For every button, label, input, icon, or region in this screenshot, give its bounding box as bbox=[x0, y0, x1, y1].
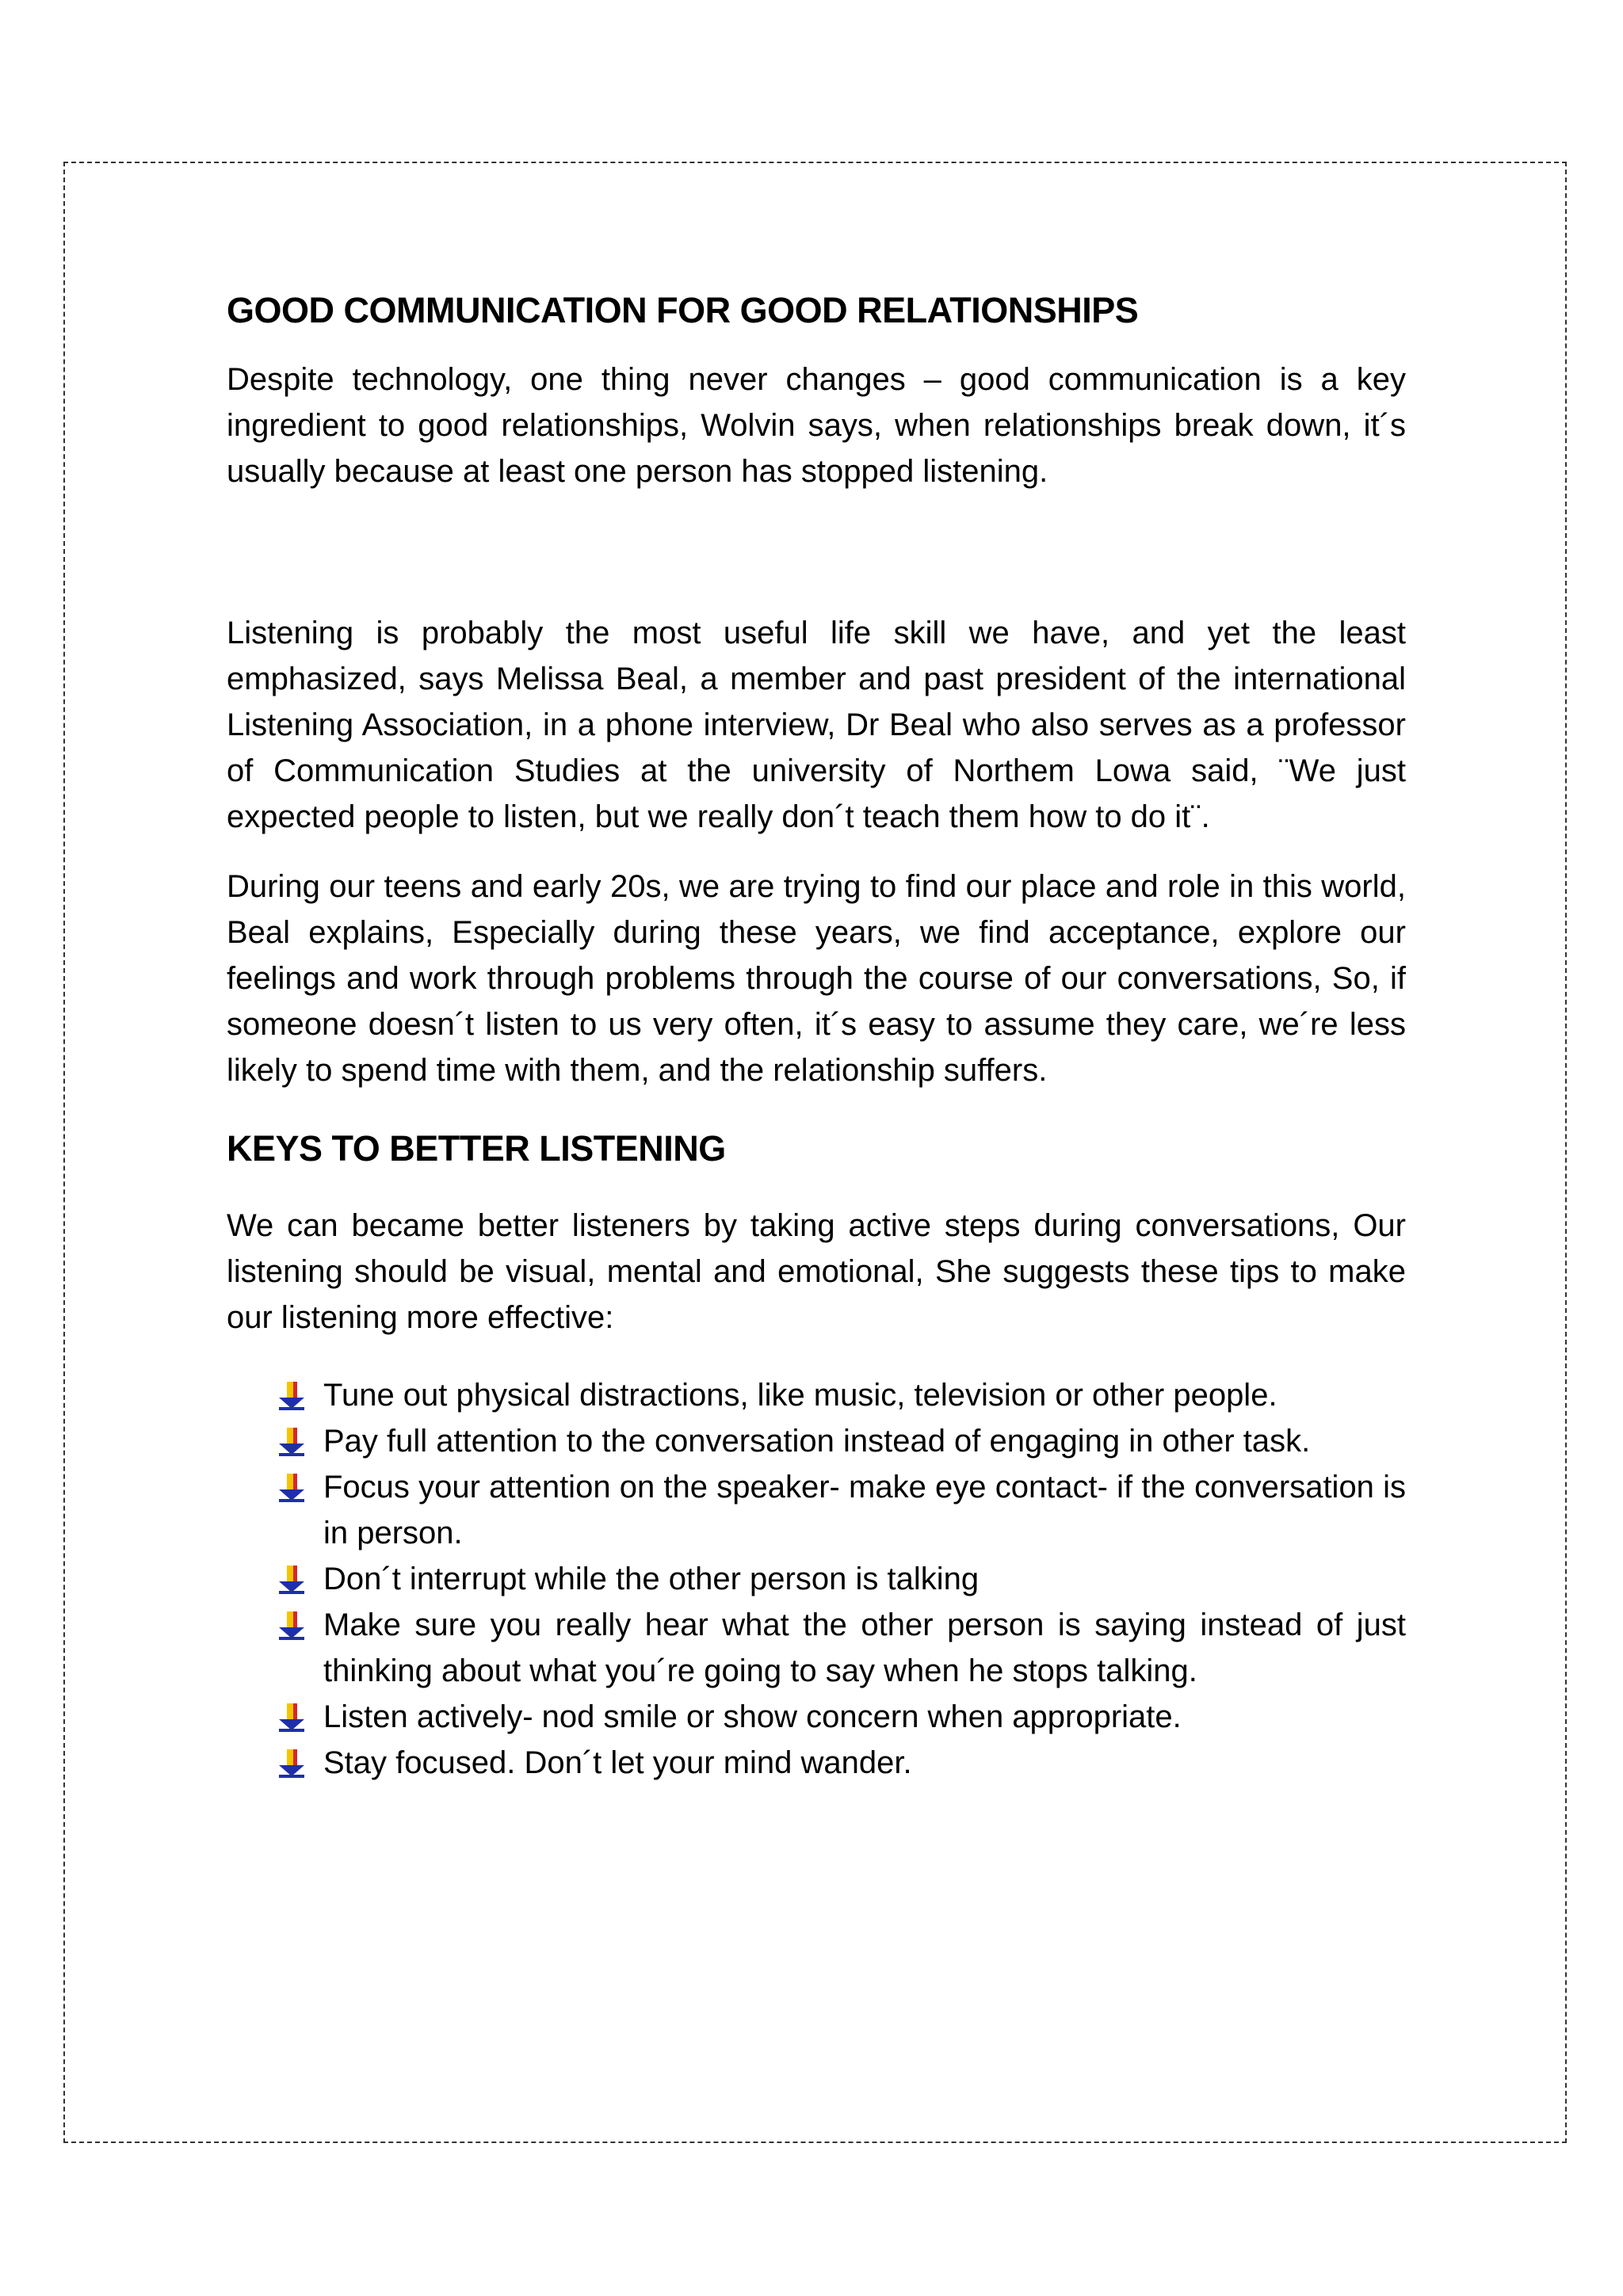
document-title: GOOD COMMUNICATION FOR GOOD RELATIONSHIPS bbox=[227, 290, 1139, 330]
list-item bbox=[276, 1602, 1406, 1694]
tip-text: Don´t interrupt while the other person is talking bbox=[323, 1562, 980, 1596]
down-arrow-bullet-icon bbox=[276, 1748, 307, 1779]
list-item bbox=[276, 1372, 1406, 1418]
down-arrow-bullet-icon bbox=[276, 1472, 307, 1504]
paragraph: Despite technology, one thing never changes – good communication is a key ingredient to good relationships, Wolvin says, when relationships break down, it´s usually because at least one person has stopped listening. bbox=[227, 362, 1406, 489]
tip-text: Pay full attention to the conversation instead of engaging in other task. bbox=[323, 1424, 1311, 1459]
list-item bbox=[276, 1694, 1406, 1740]
down-arrow-bullet-icon bbox=[276, 1380, 307, 1412]
tips-list bbox=[227, 1372, 1406, 1786]
list-item bbox=[276, 1740, 1406, 1786]
section-intro: We can became better listeners by taking active steps during conversations, Our listening should be visual, mental and emotional, She suggests these tips to make our listening more effective: bbox=[227, 1208, 1406, 1335]
down-arrow-bullet-icon bbox=[276, 1702, 307, 1733]
down-arrow-bullet-icon bbox=[276, 1610, 307, 1642]
tip-text: Tune out physical distractions, like music, television or other people. bbox=[323, 1378, 1277, 1413]
down-arrow-bullet-icon bbox=[276, 1426, 307, 1458]
tip-text: Listen actively- nod smile or show concern when appropriate. bbox=[323, 1699, 1182, 1734]
list-item bbox=[276, 1556, 1406, 1602]
list-item bbox=[276, 1418, 1406, 1464]
tip-text: Stay focused. Don´t let your mind wander. bbox=[323, 1745, 912, 1780]
down-arrow-bullet-icon bbox=[276, 1564, 307, 1596]
tip-text: Focus your attention on the speaker- make eye contact- if the conversation is in person. bbox=[323, 1470, 1406, 1550]
tip-text: Make sure you really hear what the other person is saying instead of just thinking about what you´re going to say when he stops talking. bbox=[323, 1608, 1406, 1688]
paragraph: Listening is probably the most useful life skill we have, and yet the least emphasized, says Melissa Beal, a member and past president of the international Listening Association, in a phone interview, Dr Beal who also serves as a professor of Communication Studies at the university of Northem Lowa said, ¨We just expected people to listen, but we really don´t teach them how to do it¨. bbox=[227, 616, 1406, 834]
paragraph: During our teens and early 20s, we are trying to find our place and role in this world, Beal explains, Especially during these years, we find acceptance, explore our feelings and work through problems through the course of our conversations, So, if someone doesn´t listen to us very often, it´s easy to assume they care, we´re less likely to spend time with them, and the relationship suffers. bbox=[227, 869, 1406, 1088]
paragraph-gap bbox=[227, 518, 1406, 610]
document-body bbox=[227, 285, 1406, 1786]
list-item bbox=[276, 1464, 1406, 1556]
section-heading: KEYS TO BETTER LISTENING bbox=[227, 1128, 726, 1169]
